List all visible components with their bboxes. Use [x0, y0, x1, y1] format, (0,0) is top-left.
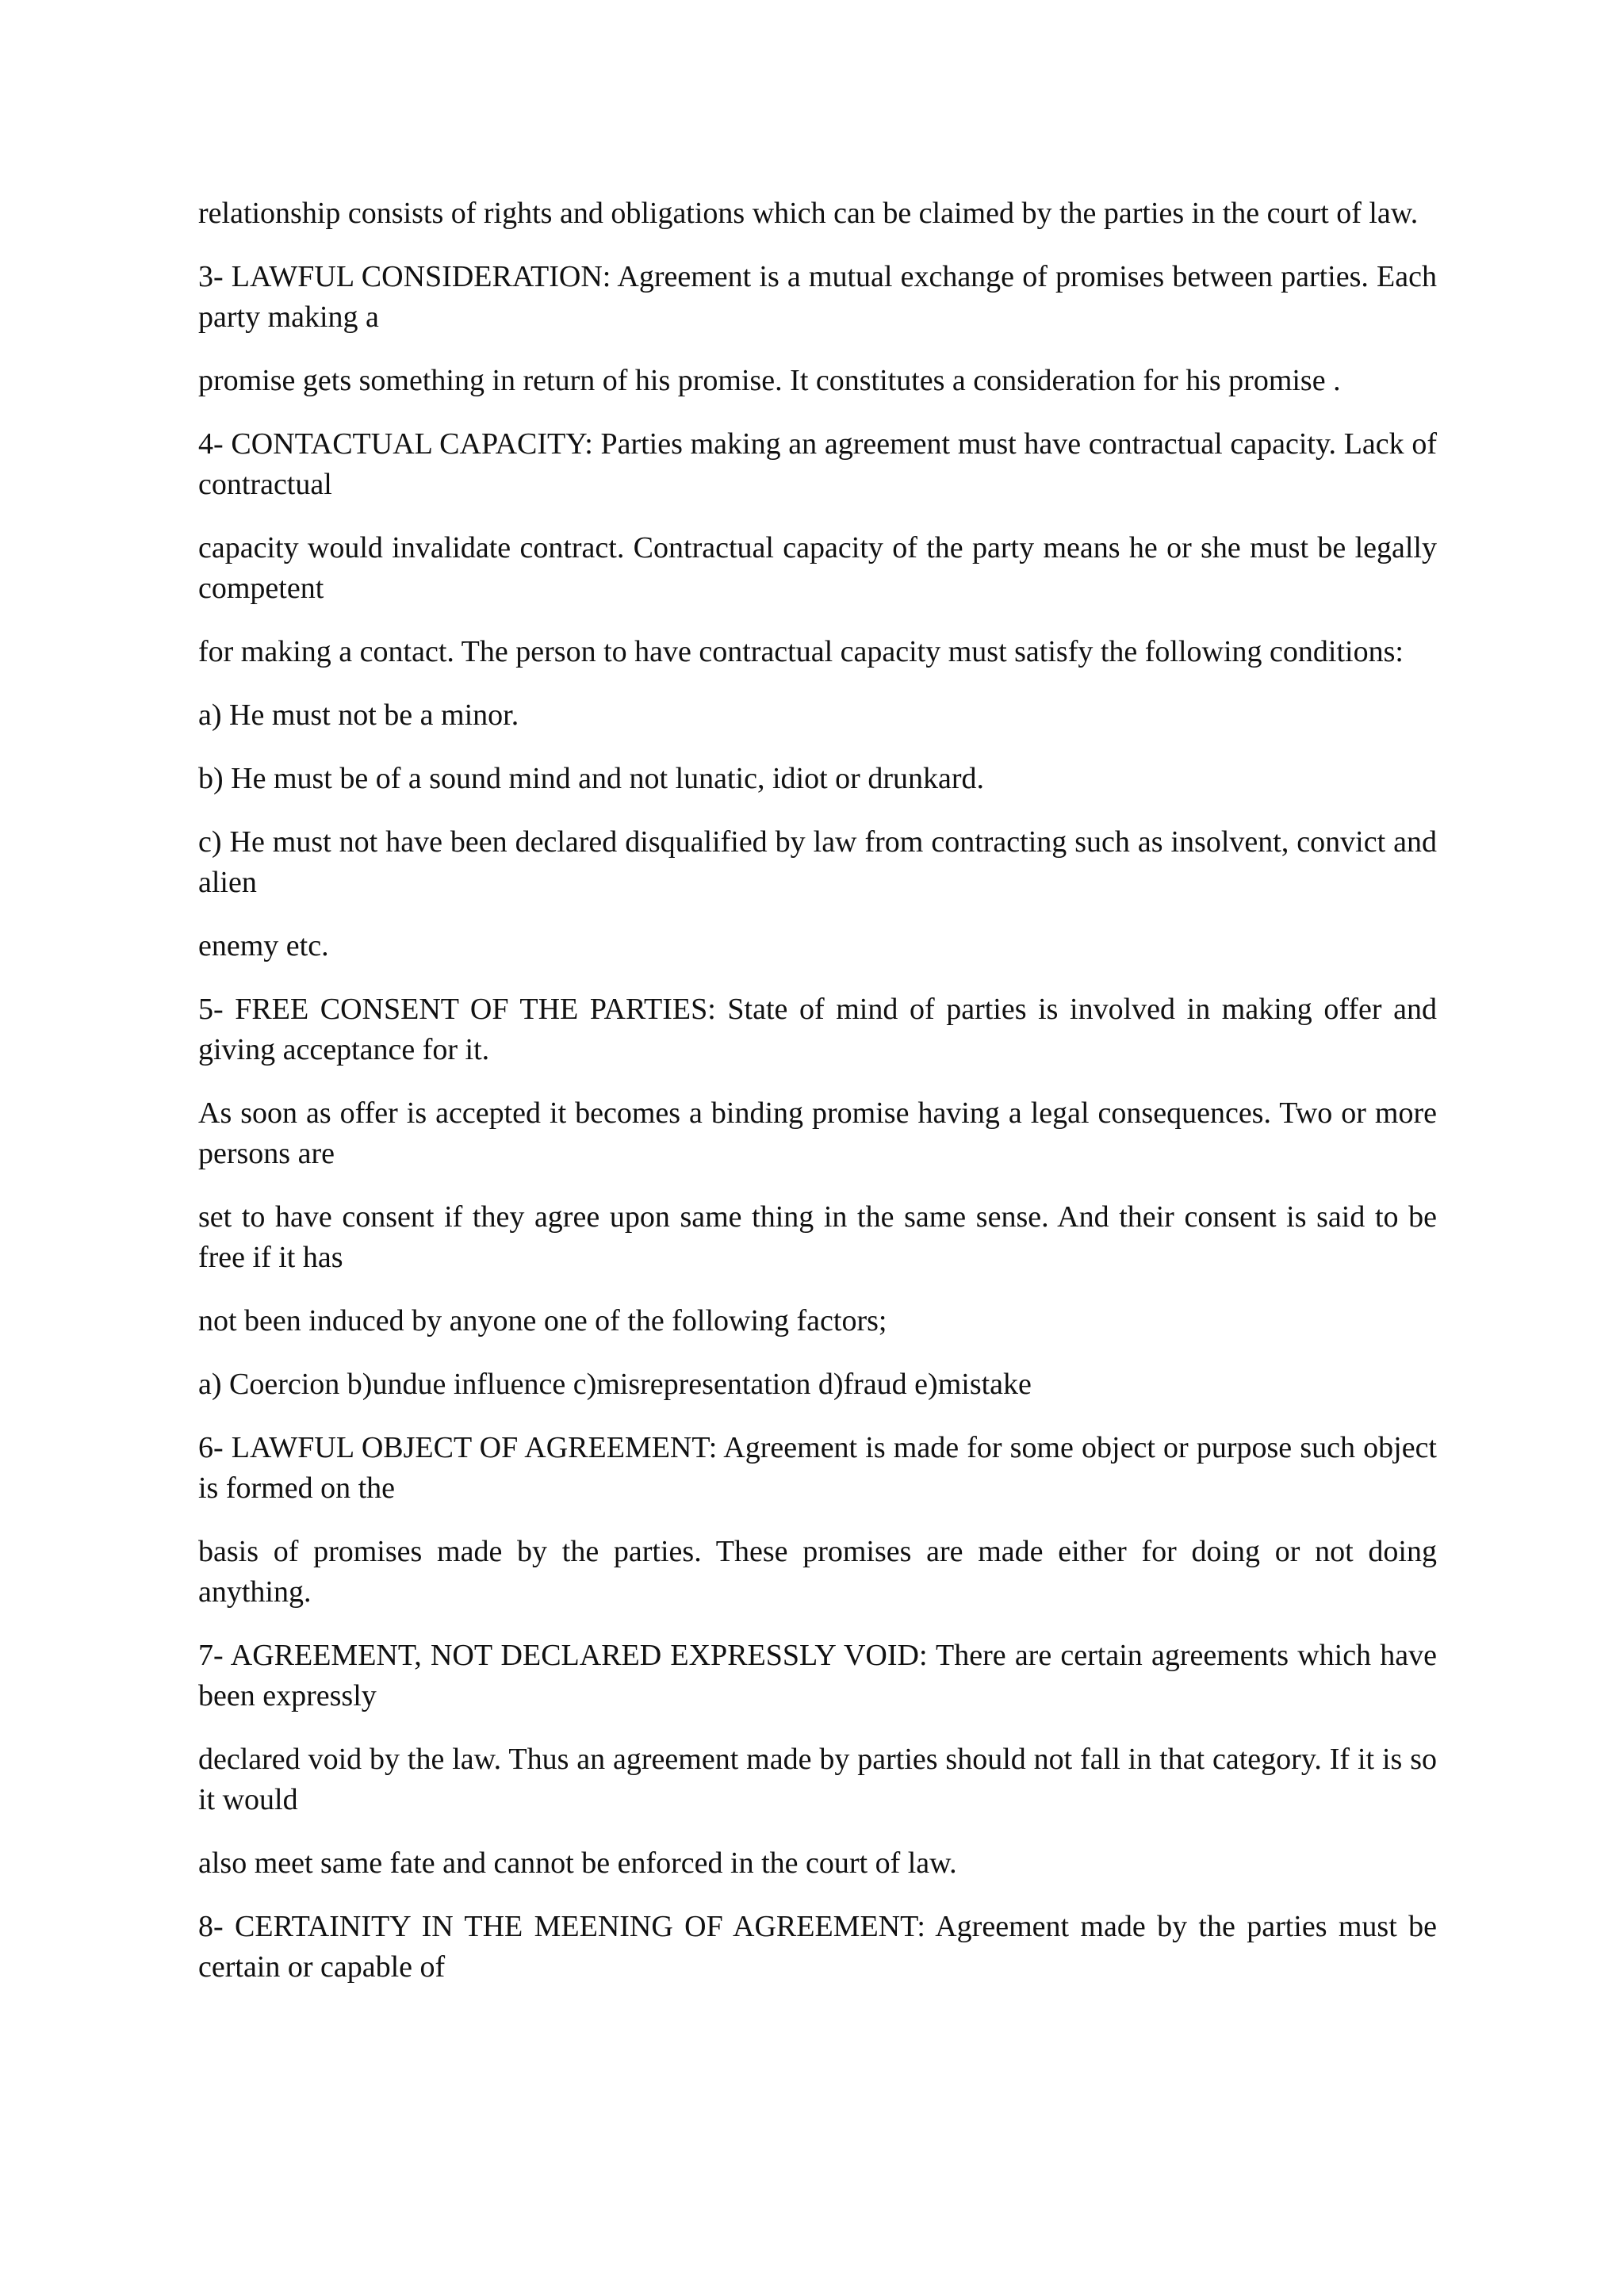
paragraph-certainty-meaning: 8- CERTAINITY IN THE MEENING OF AGREEMENT: Agreement made by the parties must be certain or capable of: [198, 1910, 1437, 1984]
paragraph-consent-free: set to have consent if they agree upon same thing in the same sense. And their consent is said to be free if it has: [198, 1200, 1437, 1274]
list-item-sound-mind: b) He must be of a sound mind and not lunatic, idiot or drunkard.: [198, 762, 984, 795]
paragraph-rights-obligations: relationship consists of rights and obligations which can be claimed by the parties in the court of law.: [198, 197, 1419, 230]
paragraph-declared-void: declared void by the law. Thus an agreement made by parties should not fall in that category. If it is so it would: [198, 1743, 1437, 1816]
paragraph-not-declared-void: 7- AGREEMENT, NOT DECLARED EXPRESSLY VOID: There are certain agreements which have been expressly: [198, 1639, 1437, 1712]
paragraph-lawful-object: 6- LAWFUL OBJECT OF AGREEMENT: Agreement is made for some object or purpose such object is formed on the: [198, 1431, 1437, 1505]
paragraph-lawful-consideration: 3- LAWFUL CONSIDERATION: Agreement is a mutual exchange of promises between parties. Each party making a: [198, 260, 1437, 334]
paragraph-same-fate: also meet same fate and cannot be enforced in the court of law.: [198, 1846, 957, 1880]
list-item-disqualified: c) He must not have been declared disqualified by law from contracting such as insolvent, convict and alien: [198, 825, 1437, 899]
paragraph-capacity-invalidate: capacity would invalidate contract. Contractual capacity of the party means he or she must be legally competent: [198, 531, 1437, 605]
paragraph-induced-factors: not been induced by anyone one of the following factors;: [198, 1304, 887, 1337]
document-body: [198, 193, 1437, 1988]
paragraph-consideration-continued: promise gets something in return of his promise. It constitutes a consideration for his promise .: [198, 364, 1341, 397]
paragraph-promises-basis: basis of promises made by the parties. These promises are made either for doing or not doing anything.: [198, 1535, 1437, 1609]
paragraph-capacity-conditions: for making a contact. The person to have contractual capacity must satisfy the following conditions:: [198, 635, 1404, 668]
paragraph-enemy-etc: enemy etc.: [198, 929, 329, 962]
paragraph-free-consent: 5- FREE CONSENT OF THE PARTIES: State of mind of parties is involved in making offer and giving acceptance for it.: [198, 993, 1437, 1066]
list-item-minor: a) He must not be a minor.: [198, 698, 519, 732]
list-item-factors: a) Coercion b)undue influence c)misrepresentation d)fraud e)mistake: [198, 1368, 1032, 1401]
paragraph-offer-accepted: As soon as offer is accepted it becomes a binding promise having a legal consequences. Two or more persons are: [198, 1096, 1437, 1170]
paragraph-contractual-capacity: 4- CONTACTUAL CAPACITY: Parties making an agreement must have contractual capacity. Lack of contractual: [198, 427, 1437, 501]
